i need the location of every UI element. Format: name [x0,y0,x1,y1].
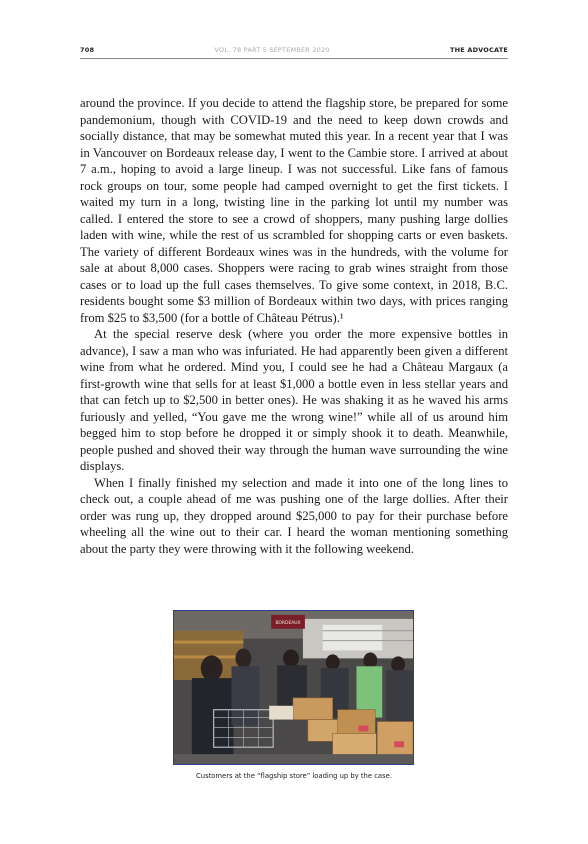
running-header [80,46,508,54]
paragraph-2: At the special reserve desk (where you order the more expensive bottles in advance), I saw a man who was infuriated. He had apparently been given a different wine from what he ordered. Mind you, I could see he had a Château Margaux (a first-growth wine that sells for at least $1,000 a bottle even in less stellar years and that can fetch up to $2,500 in better ones). He was shaking it as he waved his arms furiously and yelled, “You gave me the wrong wine!” while all of us around him begged him to stop before he dropped it or simply shook it to death. Meanwhile, people pushed and shoved their way through the human wave surrounding the wine displays. [80,327,508,473]
paragraph-3: When I finally finished my selection and made it into one of the long lines to check out, a couple ahead of me was pushing one of the large dollies. After their order was rung up, they dropped around $25,000 to pay for their purchase before wheeling all the wine out to their car. I heard the woman mentioning something about the party they were throwing with it the following weekend. [80,475,508,556]
store-sign: BORDEAUX [275,620,301,626]
photo-caption: Customers at the “flagship store” loading up by the case. [196,772,392,780]
page-number: 708 [80,46,95,54]
volume-info: VOL. 78 PART 5 SEPTEMBER 2020 [214,46,330,54]
article-body [80,95,508,557]
publication-name: THE ADVOCATE [449,46,508,54]
store-photo [173,610,414,765]
header-rule [80,58,508,59]
store-crowd-illustration [174,611,413,764]
paragraph-1: around the province. If you decide to attend the flagship store, be prepared for some pandemonium, though with COVID-19 and the need to keep down crowds and socially distance, that may be somewhat muted this year. In a recent year that I was in Vancouver on Bordeaux release day, I went to the Cambie store. I arrived at about 7 a.m., hoping to avoid a large lineup. I was not successful. Like fans of famous rock groups on tour, some people had camped overnight to get the first tickets. I waited my turn in a long, twisting line in the parking lot until my number was called. I entered the store to see a crowd of shoppers, many pushing large dollies laden with wine, while the rest of us scrambled for shopping carts or even baskets. The variety of different Bordeaux wines was in the hundreds, with the volume for sale at about 8,000 cases. Shoppers were racing to grab wines straight from those cases or to load up the full cases themselves. To give some context, in 2018, B.C. residents bought some $3 million of Bordeaux within two days, with prices ranging from $25 to $3,500 (for a bottle of Château Pétrus).¹ [80,96,508,325]
